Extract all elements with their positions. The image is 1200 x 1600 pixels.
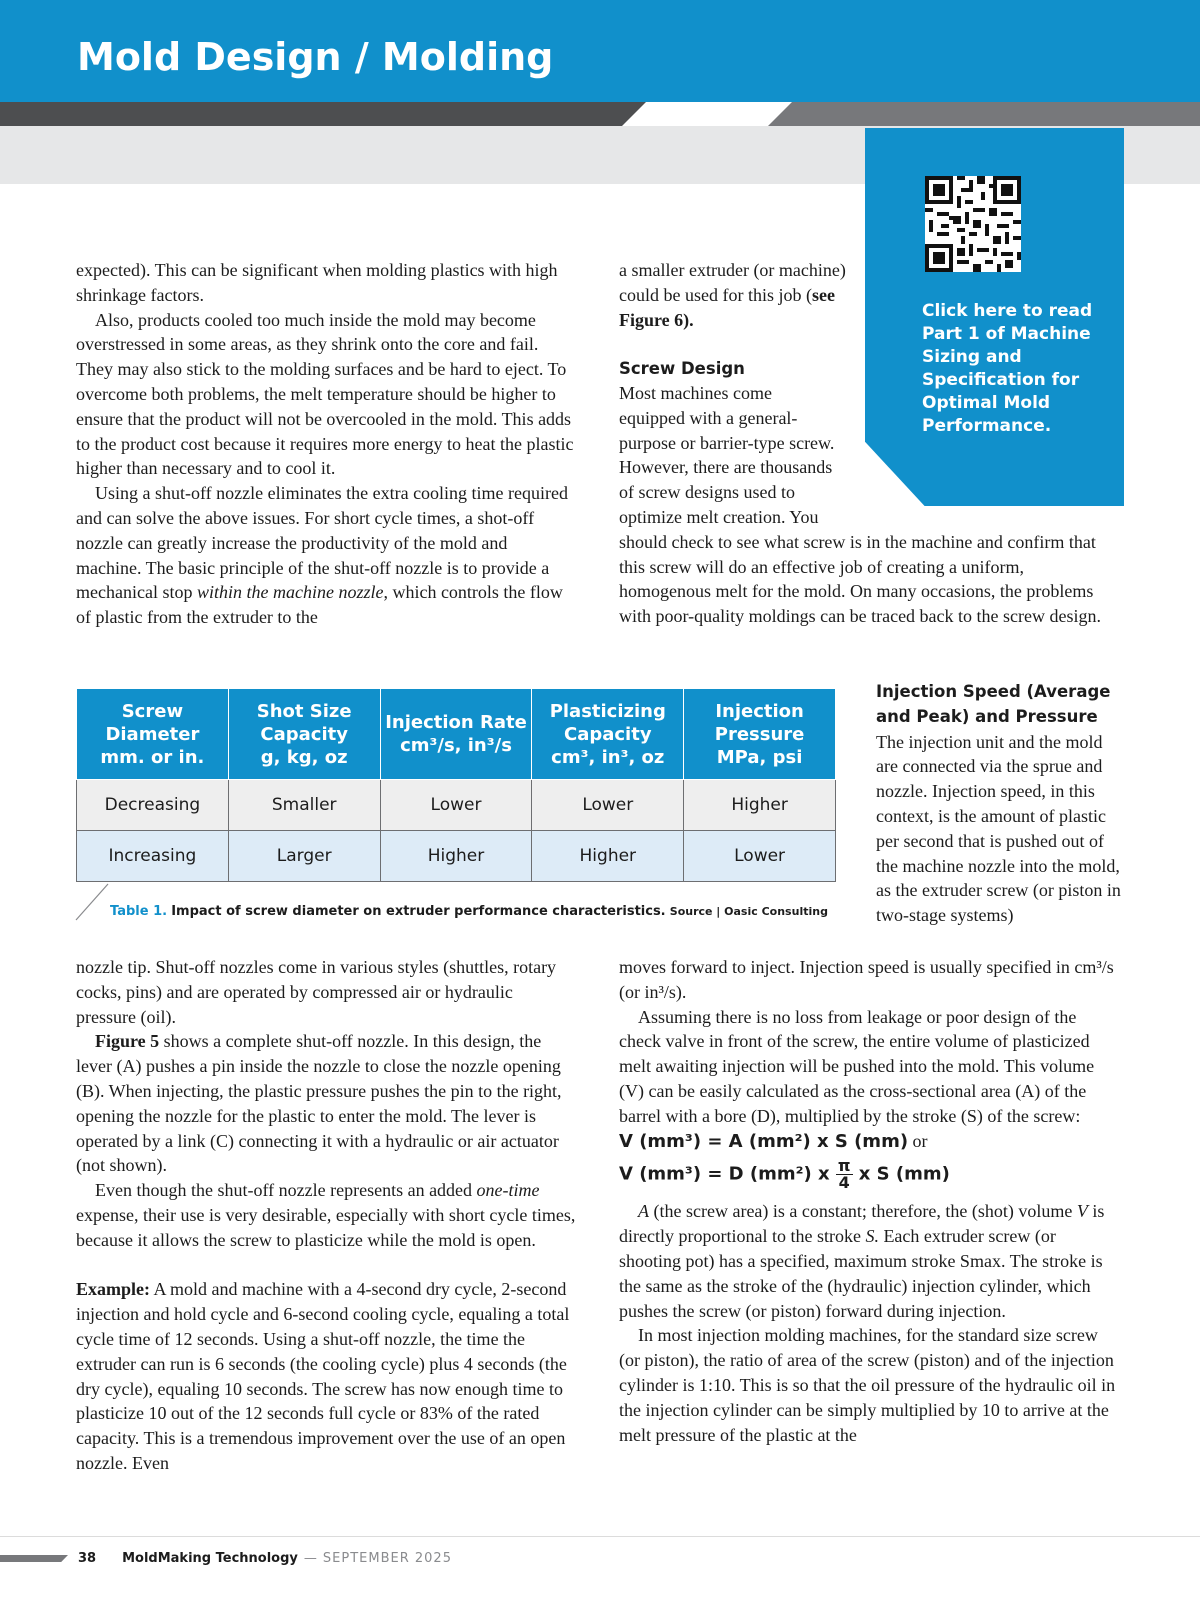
table-header: Injection Rate cm³/s, in³/s bbox=[380, 689, 532, 780]
left-column-top bbox=[76, 258, 576, 630]
float-spacer bbox=[837, 381, 1117, 505]
header-stripes bbox=[0, 102, 1200, 126]
table-row bbox=[77, 831, 836, 882]
paragraph: A (the screw area) is a constant; therefore, the (shot) volume V is directly proportional to the stroke S. Each extruder screw (or shooting pot) has a specified, maximum stroke Smax. The stroke is the same as the stroke of the (hydraulic) injection cylinder, which pushes the screw (or piston) forward during injection. bbox=[619, 1201, 1105, 1321]
example-label: Example: bbox=[76, 1279, 150, 1300]
paragraph: Using a shut-off nozzle eliminates the extra cooling time required and can solve the above issues. For short cycle times, a shot-off nozzle can greatly increase the productivity of the mold and machine. The basic principle of the shut-off nozzle is to provide a mechanical stop within the machine nozzle, which controls the flow of plastic from the extruder to the bbox=[76, 483, 569, 628]
paragraph: Assuming there is no loss from leakage or poor design of the check valve in front of the screw, the entire volume of plasticized melt awaiting injection will be pushed into the mold. This volume (V) can be easily calculated as the cross-sectional area (A) of the barrel with a bore (D), multiplied by the stroke (S) of the screw: bbox=[619, 1006, 1095, 1126]
paragraph: Even though the shut-off nozzle represents an added one-time expense, their use is very desirable, especially with short cycle times, because it allows the screw to plasticize while the mold is open. bbox=[76, 1180, 576, 1250]
left-column-bottom bbox=[76, 955, 576, 1476]
formula-volume-diameter: V (mm³) = D (mm²) x $\frac{\pi}{4}$ x S (mm) bbox=[619, 1156, 950, 1193]
table-cell: Decreasing bbox=[77, 780, 229, 831]
table-cell: Lower bbox=[684, 831, 836, 882]
table-cell: Higher bbox=[684, 780, 836, 831]
table-header: Shot Size Capacity g, kg, oz bbox=[228, 689, 380, 780]
page-number: 38 bbox=[78, 1551, 97, 1566]
fraction-pi-over-4: $\frac{\pi}{4}$ bbox=[837, 1156, 851, 1193]
paragraph: Also, products cooled too much inside the mold may become overstressed in some areas, as they shrink onto the core and fail. They may also stick to the molding surfaces and be hard to eject. To overcome both problems, the melt temperature should be higher to ensure that the product will not be overcooled in the mold. This adds to the product cost because it requires more energy to heat the plastic higher than necessary and to cool it. bbox=[76, 309, 574, 479]
table-source: Source | Oasic Consulting bbox=[669, 905, 828, 918]
paragraph: Most machines come equipped with a general-purpose or barrier-type screw. However, there are thousands of screw designs used to optimize melt creation. You should check to see what screw is in the machine and confirm that this screw will do an effective job of creating a uniform, homogenous melt for the mold. On many occasions, the problems with poor-quality moldings can be traced back to the screw design. bbox=[619, 383, 1102, 627]
table-cell: Larger bbox=[228, 831, 380, 882]
paragraph: The injection unit and the mold are connected via the sprue and nozzle. Injection speed, in this context, is the amount of plastic per second that is pushed out of the machine nozzle into the mold, as the extruder screw (or piston in two-stage systems) bbox=[876, 731, 1121, 926]
table-header: Injection Pressure MPa, psi bbox=[684, 689, 836, 780]
table-header: Plasticizing Capacity cm³, in³, oz bbox=[532, 689, 684, 780]
paragraph: Figure 5 shows a complete shut-off nozzle. In this design, the lever (A) pushes a pin inside the nozzle to close the nozzle opening (B). When injecting, the plastic pressure pushes the pin to the right, opening the nozzle for the plastic to enter the mold. The lever is operated by a link (C) connecting it with a hydraulic or air actuator (not shown). bbox=[76, 1031, 562, 1176]
caption-slash-icon bbox=[74, 882, 110, 922]
magazine-name: MoldMaking Technology bbox=[122, 1551, 298, 1566]
paragraph: In most injection molding machines, for the standard size screw (or piston), the ratio of area of the screw (piston) and of the injection cylinder is 1:10. This is so that the oil pressure of the hydraulic oil in the injection cylinder can be simply multiplied by 10 to arrive at the melt pressure of the plastic at the bbox=[619, 1325, 1116, 1445]
paragraph: a smaller extruder (or machine) could be used for this job (see Figure 6). bbox=[619, 260, 846, 330]
table-cell: Lower bbox=[532, 780, 684, 831]
figure-reference: Figure 5 bbox=[95, 1031, 160, 1052]
table-cell: Lower bbox=[380, 780, 532, 831]
emphasis-text: within the machine nozzle bbox=[196, 582, 384, 603]
footer-divider bbox=[0, 1536, 1200, 1537]
table-cell: Increasing bbox=[77, 831, 229, 882]
qr-code-icon[interactable] bbox=[925, 176, 1021, 272]
formula-volume-area: V (mm³) = A (mm²) x S (mm) or bbox=[619, 1130, 928, 1152]
issue-date: SEPTEMBER 2025 bbox=[322, 1551, 452, 1566]
table-caption bbox=[110, 904, 828, 919]
page-footer bbox=[78, 1551, 452, 1566]
table-header-row bbox=[77, 689, 836, 780]
right-column-middle bbox=[876, 680, 1126, 928]
emphasis-text: one-time bbox=[476, 1180, 540, 1201]
table-caption-label: Table 1. bbox=[110, 904, 168, 919]
part1-link-text[interactable]: Click here to read Part 1 of Machine Sizing and Specification for Optimal Mold Performance. bbox=[922, 301, 1093, 436]
footer-accent-bar bbox=[0, 1555, 68, 1562]
paragraph: expected). This can be significant when molding plastics with high shrinkage factors. bbox=[76, 260, 558, 305]
paragraph: Example: A mold and machine with a 4-second dry cycle, 2-second injection and hold cycle and 6-second cooling cycle, equaling a total cycle time of 12 seconds. Using a shut-off nozzle, the time the extruder can run is 6 seconds (the cooling cycle) plus 4 seconds (the dry cycle), equaling 10 seconds. The screw has now enough time to plasticize 10 out of the 12 seconds full cycle or 83% of the rated capacity. This is a tremendous improvement over the use of an open nozzle. Even bbox=[76, 1279, 570, 1473]
subheading-screw-design: Screw Design bbox=[619, 359, 745, 379]
figure-reference: see Figure 6). bbox=[619, 284, 835, 330]
footer-separator: — bbox=[303, 1551, 317, 1566]
paragraph: moves forward to inject. Injection speed is usually specified in cm³/s (or in³/s). bbox=[619, 957, 1114, 1002]
right-column-top-narrow bbox=[619, 258, 849, 382]
table-row bbox=[77, 780, 836, 831]
subheading-injection-speed: Injection Speed (Average and Peak) and Pressure bbox=[876, 682, 1111, 726]
right-column-top-wrap bbox=[619, 381, 1117, 629]
right-column-bottom bbox=[619, 955, 1119, 1447]
table-cell: Smaller bbox=[228, 780, 380, 831]
section-title: Mold Design / Molding bbox=[77, 35, 554, 79]
paragraph: nozzle tip. Shut-off nozzles come in various styles (shuttles, rotary cocks, pins) and are operated by compressed air or hydraulic pressure (oil). bbox=[76, 957, 557, 1027]
screw-diameter-table bbox=[76, 688, 836, 882]
table-caption-text: Impact of screw diameter on extruder performance characteristics. bbox=[171, 904, 666, 919]
table-cell: Higher bbox=[532, 831, 684, 882]
table-header: Screw Diameter mm. or in. bbox=[77, 689, 229, 780]
table-cell: Higher bbox=[380, 831, 532, 882]
